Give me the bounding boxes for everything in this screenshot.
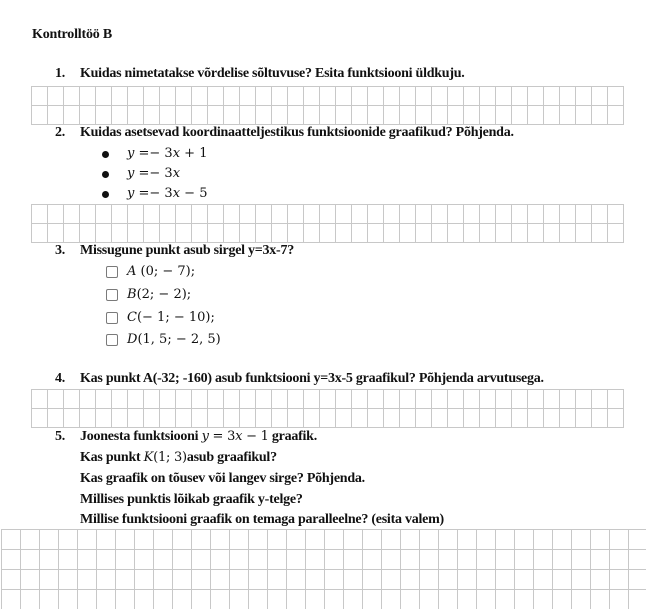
page-title: Kontrolltöö B bbox=[32, 27, 112, 42]
equation: y =− 3x bbox=[127, 166, 181, 181]
question-number: 2. bbox=[55, 125, 65, 140]
question-text: Missugune punkt asub sirgel y=3x-7? bbox=[80, 243, 294, 258]
checkbox-icon[interactable] bbox=[106, 334, 118, 346]
graph-paper-grid[interactable] bbox=[1, 529, 646, 609]
option-label: A (0; − 7); bbox=[127, 264, 196, 279]
checkbox-icon[interactable] bbox=[106, 312, 118, 324]
question-3 bbox=[0, 243, 646, 261]
question-text: Kuidas nimetatakse võrdelise sõltuvuse? Esita funktsiooni üldkuju. bbox=[80, 66, 465, 81]
answer-grid-4[interactable] bbox=[31, 389, 624, 428]
question-text-line-1: Joonesta funktsiooni y = 3x − 1 graafik. bbox=[80, 429, 317, 444]
option-label: B(2; − 2); bbox=[127, 287, 192, 302]
question-text-line-5: Millise funktsiooni graafik on temaga paralleelne? (esita valem) bbox=[80, 512, 444, 527]
question-5-line-3 bbox=[0, 471, 646, 489]
question-number: 1. bbox=[55, 66, 65, 81]
question-5 bbox=[0, 429, 646, 447]
option-label: D(1, 5; − 2, 5) bbox=[127, 332, 221, 347]
question-text: Kuidas asetsevad koordinaatteljestikus funktsioonide graafikud? Põhjenda. bbox=[80, 125, 514, 140]
question-number: 5. bbox=[55, 429, 65, 444]
equation: y =− 3x + 1 bbox=[127, 146, 208, 161]
question-5-line-4 bbox=[0, 492, 646, 510]
checkbox-icon[interactable] bbox=[106, 266, 118, 278]
answer-grid-2[interactable] bbox=[31, 204, 624, 243]
question-text-line-3: Kas graafik on tõusev või langev sirge? Põhjenda. bbox=[80, 471, 365, 486]
bullet-icon bbox=[102, 151, 109, 158]
question-text-line-2: Kas punkt K(1; 3)asub graafikul? bbox=[80, 450, 277, 465]
question-text-line-4: Millises punktis lõikab graafik y-telge? bbox=[80, 492, 303, 507]
question-5-line-5 bbox=[0, 512, 646, 530]
question-1 bbox=[0, 66, 646, 84]
bullet-icon bbox=[102, 171, 109, 178]
checkbox-icon[interactable] bbox=[106, 289, 118, 301]
equation: y =− 3x − 5 bbox=[127, 186, 208, 201]
question-5-line-2 bbox=[0, 450, 646, 468]
answer-grid-1[interactable] bbox=[31, 86, 624, 125]
question-number: 3. bbox=[55, 243, 65, 258]
question-text: Kas punkt A(-32; -160) asub funktsiooni y=3x-5 graafikul? Põhjenda arvutusega. bbox=[80, 371, 544, 386]
question-number: 4. bbox=[55, 371, 65, 386]
option-label: C(− 1; − 10); bbox=[127, 310, 215, 325]
question-2 bbox=[0, 125, 646, 143]
bullet-icon bbox=[102, 191, 109, 198]
question-4 bbox=[0, 371, 646, 389]
